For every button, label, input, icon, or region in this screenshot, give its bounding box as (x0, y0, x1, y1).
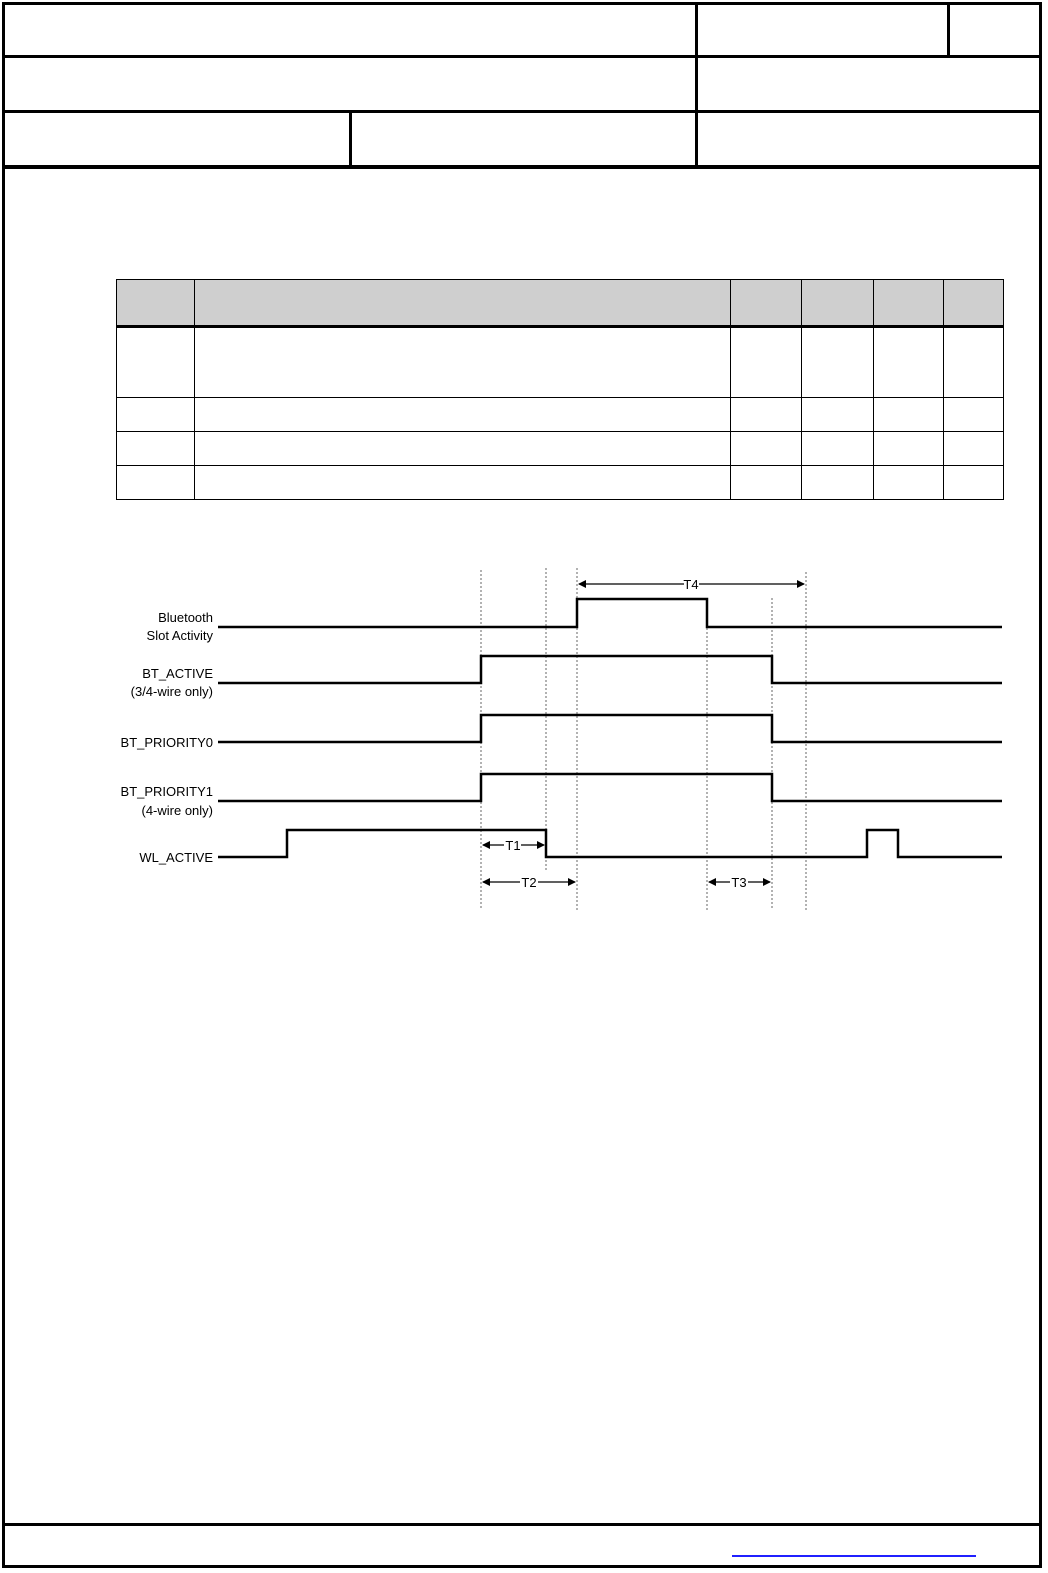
t4-label: T4 (683, 577, 699, 592)
signal-labels (121, 610, 214, 865)
t2-label: T2 (521, 875, 537, 890)
bt-slot-waveform (218, 599, 1002, 627)
label-bt-active-line2: (3/4-wire only) (130, 684, 213, 699)
label-bt-priority0: BT_PRIORITY0 (120, 735, 213, 750)
timing-labels (505, 577, 746, 890)
t1-label: T1 (505, 838, 521, 853)
timing-arrows (483, 584, 804, 882)
label-bt-slot-line2: Slot Activity (146, 628, 213, 643)
bt-active-waveform (218, 656, 1002, 683)
label-bt-active-line1: BT_ACTIVE (142, 666, 213, 681)
label-bt-slot-line1: Bluetooth (158, 610, 213, 625)
bt-priority1-waveform (218, 774, 1002, 801)
label-bt-priority1-line2: (4-wire only) (141, 803, 213, 818)
label-bt-priority1-line1: BT_PRIORITY1 (120, 784, 213, 799)
wl-active-waveform (218, 830, 1002, 857)
waveforms (218, 599, 1002, 857)
label-wl-active: WL_ACTIVE (139, 850, 213, 865)
bt-priority0-waveform (218, 715, 1002, 742)
timing-guides (481, 568, 806, 910)
t3-label: T3 (731, 875, 747, 890)
